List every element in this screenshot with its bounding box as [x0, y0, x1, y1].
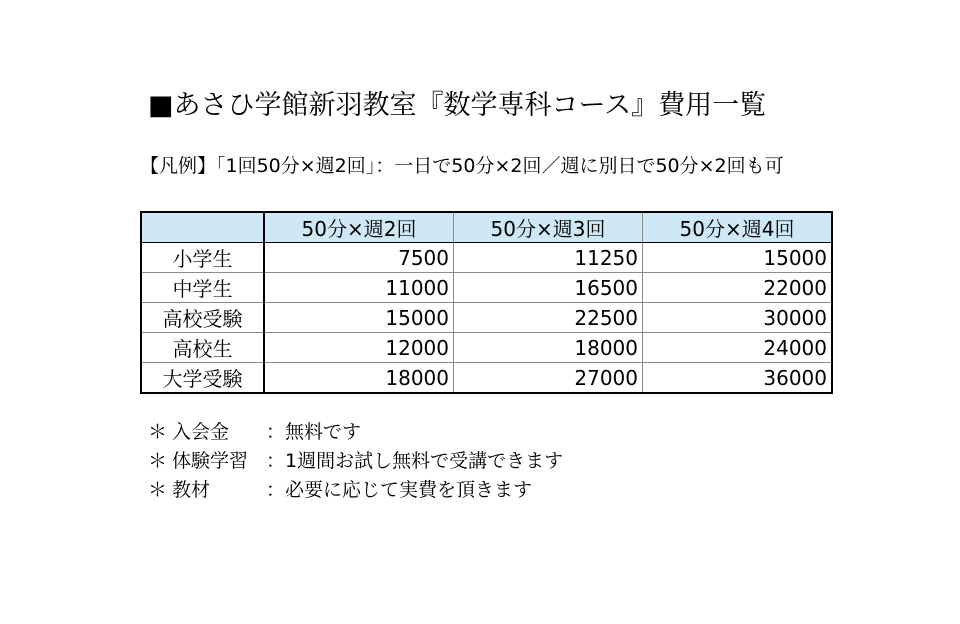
fee-cell: 15000 [264, 303, 454, 333]
fee-cell: 27000 [454, 363, 643, 394]
row-label: 大学受験 [141, 363, 264, 394]
fee-cell: 18000 [454, 333, 643, 363]
table-row [141, 303, 832, 333]
note-label: 教材 [172, 479, 211, 501]
fee-cell: 11000 [264, 273, 454, 303]
fee-table [140, 211, 833, 394]
fee-cell: 18000 [264, 363, 454, 394]
fee-cell: 30000 [643, 303, 833, 333]
fee-cell: 15000 [643, 243, 833, 273]
legend-text: 【凡例】「1回50分×週2回」：一日で50分×2回／週に別日で50分×2回も可 [140, 155, 784, 177]
table-row [141, 273, 832, 303]
row-label: 高校生 [141, 333, 264, 363]
table-header-row [141, 212, 832, 243]
fee-cell: 22000 [643, 273, 833, 303]
row-label: 中学生 [141, 273, 264, 303]
table-corner-cell [141, 212, 264, 243]
fee-cell: 22500 [454, 303, 643, 333]
table-row [141, 333, 832, 363]
fee-cell: 24000 [643, 333, 833, 363]
note-value: ：1週間お試し無料で受講できます [266, 450, 564, 472]
asterisk-icon: ＊ [148, 421, 168, 443]
column-header-3x-week: 50分×週3回 [454, 212, 643, 243]
fee-cell: 11250 [454, 243, 643, 273]
table-row [141, 363, 832, 394]
column-header-2x-week: 50分×週2回 [264, 212, 454, 243]
note-value: ：必要に応じて実費を頂きます [266, 479, 533, 501]
note-materials [148, 476, 563, 505]
fee-cell: 7500 [264, 243, 454, 273]
note-enrollment-fee [148, 418, 563, 447]
note-trial-lesson [148, 447, 563, 476]
fee-cell: 16500 [454, 273, 643, 303]
page-title: ■あさひ学館新羽教室『数学専科コース』費用一覧 [148, 90, 767, 121]
row-label: 小学生 [141, 243, 264, 273]
table-row [141, 243, 832, 273]
notes-list [148, 418, 563, 505]
fee-cell: 12000 [264, 333, 454, 363]
column-header-4x-week: 50分×週4回 [643, 212, 833, 243]
asterisk-icon: ＊ [148, 450, 168, 472]
row-label: 高校受験 [141, 303, 264, 333]
fee-cell: 36000 [643, 363, 833, 394]
note-label: 入会金 [172, 421, 230, 443]
note-label: 体験学習 [172, 450, 249, 472]
asterisk-icon: ＊ [148, 479, 168, 501]
note-value: ：無料です [266, 421, 362, 443]
